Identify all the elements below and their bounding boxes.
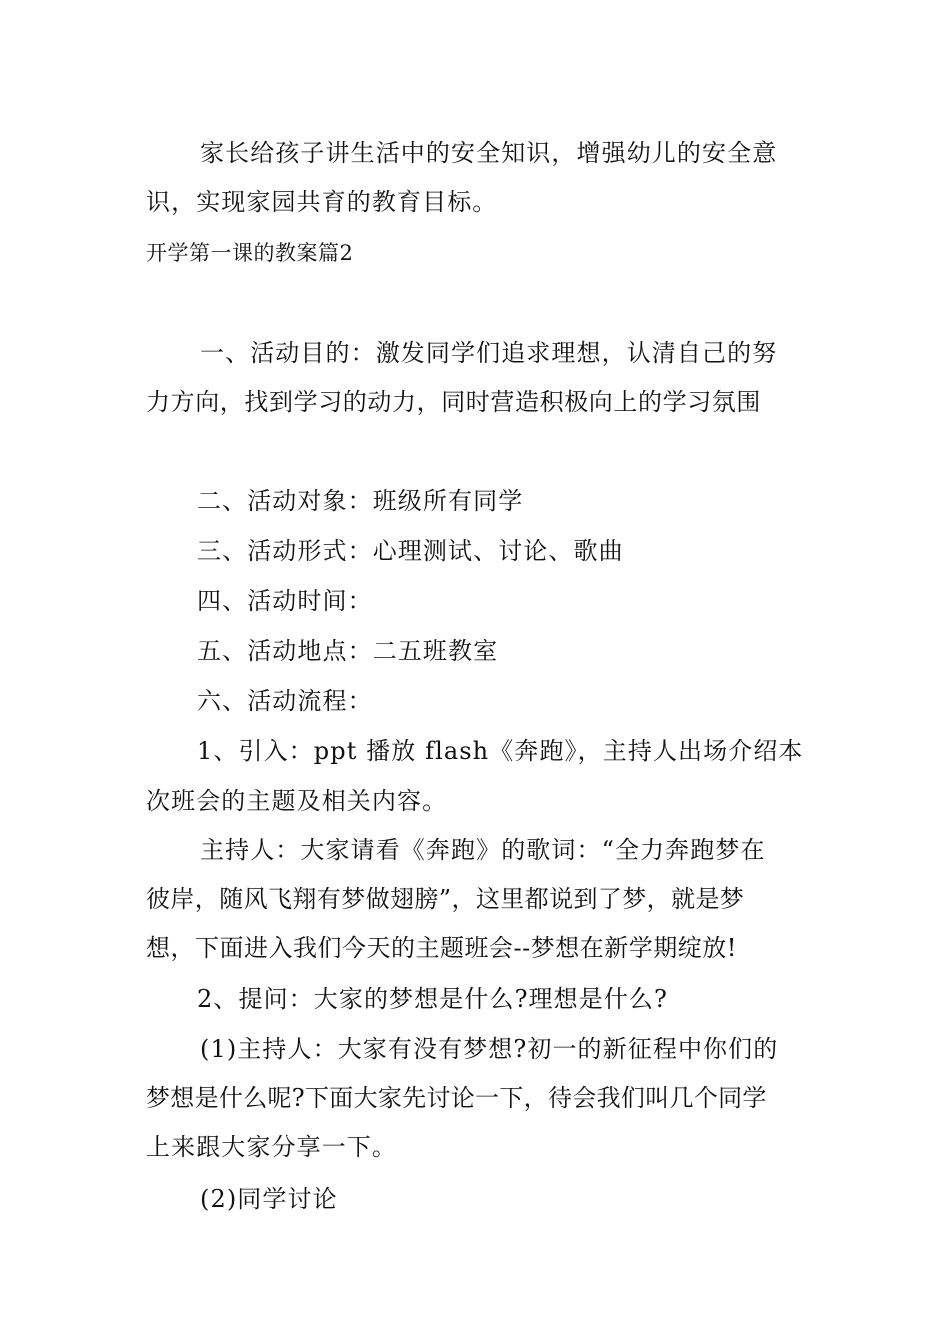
paragraph-line-12: 梦想是什么呢?下面大家先讨论一下，待会我们叫几个同学 <box>146 1084 767 1112</box>
list-item-process: 六、活动流程： <box>197 687 373 715</box>
section-heading: 开学第一课的教案篇2 <box>146 241 354 265</box>
paragraph-line-8: 彼岸，随风飞翔有梦做翅膀”，这里都说到了梦，就是梦 <box>146 885 745 913</box>
paragraph-line-1: 家长给孩子讲生活中的安全知识，增强幼儿的安全意 <box>200 139 778 167</box>
paragraph-line-9: 想，下面进入我们今天的主题班会--梦想在新学期绽放! <box>146 934 737 962</box>
list-item-audience: 二、活动对象：班级所有同学 <box>197 487 524 515</box>
list-item-location: 五、活动地点：二五班教室 <box>197 637 499 665</box>
list-item-time: 四、活动时间： <box>197 587 373 615</box>
paragraph-line-14: (2)同学讨论 <box>200 1185 338 1213</box>
paragraph-line-7: 主持人：大家请看《奔跑》的歌词：“全力奔跑梦在 <box>200 836 766 864</box>
paragraph-line-11: (1)主持人：大家有没有梦想?初一的新征程中你们的 <box>200 1035 779 1063</box>
paragraph-line-10: 2、提问：大家的梦想是什么?理想是什么? <box>197 985 669 1013</box>
list-item-format: 三、活动形式：心理测试、讨论、歌曲 <box>197 537 624 565</box>
paragraph-line-5: 1、引入：ppt 播放 flash《奔跑》，主持人出场介绍本 <box>197 737 804 765</box>
paragraph-line-2: 识，实现家园共育的教育目标。 <box>146 188 498 216</box>
paragraph-line-4: 力方向，找到学习的动力，同时营造积极向上的学习氛围 <box>146 388 761 416</box>
paragraph-line-13: 上来跟大家分享一下。 <box>146 1133 397 1161</box>
paragraph-line-6: 次班会的主题及相关内容。 <box>146 787 448 815</box>
paragraph-line-3: 一、活动目的：激发同学们追求理想，认清自己的努 <box>200 339 778 367</box>
